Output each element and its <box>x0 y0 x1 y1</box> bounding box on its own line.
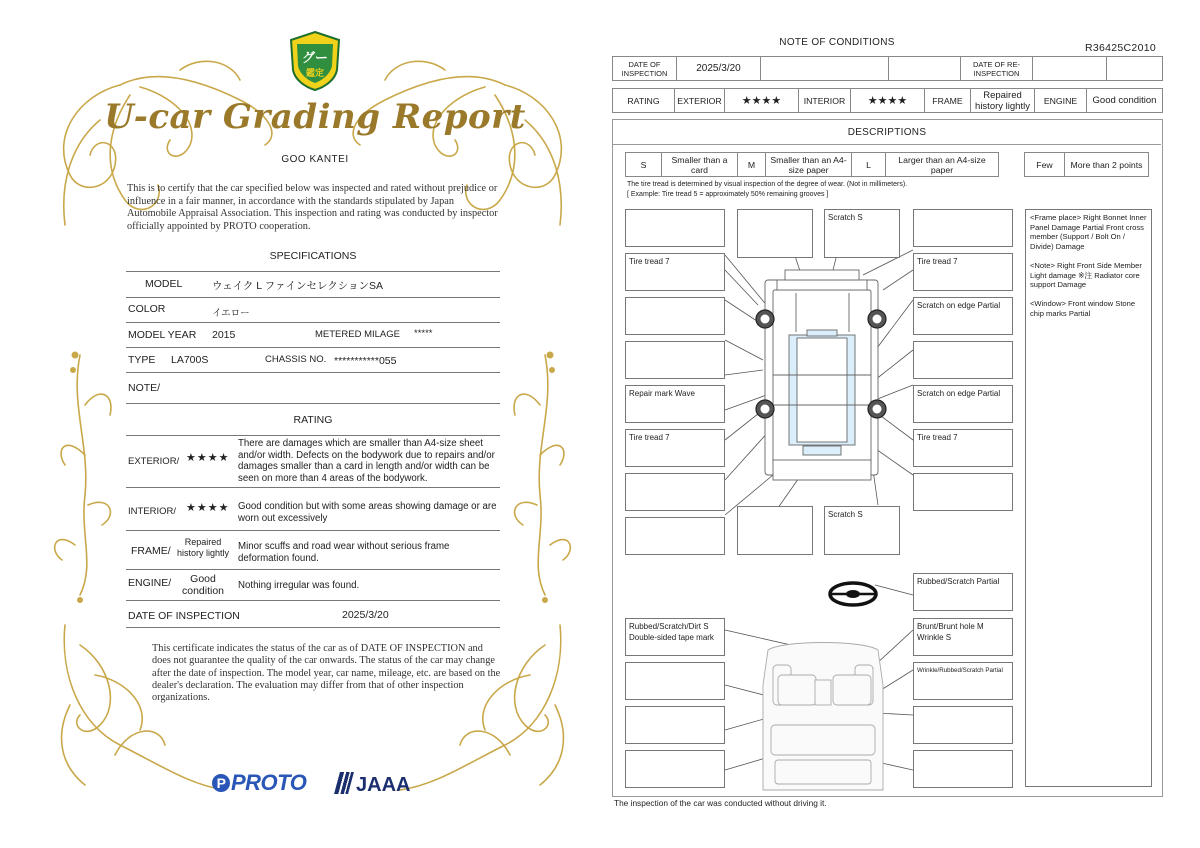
divider <box>126 487 500 488</box>
annotation-box <box>913 473 1013 511</box>
divider <box>126 322 500 323</box>
engine-value: Good condition <box>181 573 225 597</box>
frame-label: FRAME <box>925 89 971 113</box>
steering-wheel-icon <box>830 583 876 605</box>
interior-stars: ★★★★ <box>186 502 230 514</box>
model-label: MODEL <box>145 278 183 290</box>
date-of-inspection-label: DATE OF INSPECTION <box>613 57 677 81</box>
annotation-box <box>737 209 813 258</box>
empty-cell <box>889 57 961 81</box>
annotation-box <box>625 517 725 555</box>
annotation-box <box>737 506 813 555</box>
empty-cell <box>761 57 889 81</box>
divider <box>126 347 500 348</box>
legend-text: Smaller than a card <box>662 153 738 177</box>
frame-value: Repaired history lightly <box>971 89 1035 113</box>
model-year-label: MODEL YEAR <box>128 329 197 341</box>
annotation-box: Scratch on edge Partial <box>913 385 1013 423</box>
report-code: R36425C2010 <box>1084 42 1156 54</box>
specifications-heading: SPECIFICATIONS <box>269 250 357 262</box>
annotation-box <box>625 473 725 511</box>
legend-code: Few <box>1025 153 1065 177</box>
logos <box>212 770 442 800</box>
exterior-label: EXTERIOR <box>675 89 725 113</box>
type-value: LA700S <box>171 354 209 366</box>
interior-stars: ★★★★ <box>851 89 925 113</box>
note-of-conditions <box>612 34 1164 814</box>
reinspection-label: DATE OF RE-INSPECTION <box>961 57 1033 81</box>
color-label: COLOR <box>128 303 166 315</box>
note-frame-place: <Frame place> Right Bonnet Inner Panel Damage Partial Front cross member (Support / Bolt On / Divide) Damage <box>1030 213 1147 251</box>
annotation-box: Scratch S <box>824 506 900 555</box>
model-year-value: 2015 <box>212 329 236 341</box>
legend-code: M <box>738 153 766 177</box>
note-window: <Window> Front window Stone chip marks Partial <box>1030 299 1136 318</box>
exterior-label: EXTERIOR/ <box>128 456 180 467</box>
exterior-stars: ★★★★ <box>186 452 230 464</box>
annotation-box: Tire tread 7 <box>913 429 1013 467</box>
annotation-box: Scratch S <box>824 209 900 258</box>
certificate-org: GOO KANTEI <box>281 154 349 165</box>
exterior-description: There are damages which are smaller than A4-size sheet and/or width. Defects on the bodywork due to repairs and/or damages smaller than a card in length and/or width can be seen on more than 4 areas of the bodywork. <box>238 438 495 484</box>
annotation-box: Tire tread 7 <box>913 253 1013 291</box>
annotation-box: Brunt/Brunt hole M Wrinkle S <box>913 618 1013 656</box>
proto-logo: P PROTO <box>212 770 306 796</box>
divider <box>126 569 500 570</box>
engine-value: Good condition <box>1087 89 1163 113</box>
certificate-title: U-car Grading Report <box>104 97 526 137</box>
annotation-box <box>625 297 725 335</box>
interior-label: INTERIOR/ <box>128 506 177 517</box>
legend-text: Larger than an A4-size paper <box>886 153 999 177</box>
tire-tread-note: The tire tread is determined by visual inspection of the degree of wear. (Not in millimeters). [ Example: Tire tread 5 = approximately 50% remaining grooves ] <box>627 181 908 198</box>
color-value: イエロー <box>212 308 250 319</box>
divider <box>126 435 500 436</box>
annotation-box: Scratch on edge Partial <box>913 297 1013 335</box>
annotation-box <box>625 662 725 700</box>
legend-text: More than 2 points <box>1065 153 1149 177</box>
goo-kantei-badge-icon <box>287 30 343 92</box>
annotation-box <box>625 706 725 744</box>
divider <box>126 372 500 373</box>
legend-code: L <box>852 153 886 177</box>
rating-heading: RATING <box>293 414 333 426</box>
conditions-title: NOTE OF CONDITIONS <box>779 37 895 48</box>
frame-label: FRAME/ <box>131 545 171 557</box>
frame-description: Minor scuffs and road wear without serious frame deformation found. <box>238 541 450 564</box>
rating-table <box>612 88 1163 113</box>
certificate-intro: This is to certify that the car specified below was inspected and rated without prejudice or influence in a fair manner, in accordance with the standards stipulated by Japan Automobile Appraisal Association. This inspection and rating was conducted by inspector officially appointed by PROTO cooperation. <box>127 183 498 232</box>
inspection-date-table <box>612 56 1163 81</box>
metered-milage-value: ***** <box>414 328 433 339</box>
empty-cell <box>1107 57 1163 81</box>
chassis-label: CHASSIS NO. <box>265 354 327 365</box>
svg-text:グー: グー <box>301 51 329 66</box>
annotation-box <box>625 341 725 379</box>
divider <box>126 403 500 404</box>
engine-description: Nothing irregular was found. <box>238 580 360 591</box>
chassis-value: ***********055 <box>334 355 397 367</box>
divider <box>126 297 500 298</box>
rating-label: RATING <box>613 89 675 113</box>
grading-certificate <box>40 25 585 825</box>
conditions-footer: The inspection of the car was conducted without driving it. <box>614 798 827 808</box>
annotation-box: Tire tread 7 <box>625 253 725 291</box>
frame-notes-box <box>1025 209 1152 787</box>
descriptions-panel <box>612 119 1163 797</box>
model-value: ウェイク L ファインセレクションSA <box>212 280 384 292</box>
annotation-box <box>913 706 1013 744</box>
annotation-box <box>913 750 1013 788</box>
legend-text: Smaller than an A4-size paper <box>766 153 852 177</box>
proto-mark-icon: P <box>212 774 230 792</box>
note-label: NOTE/ <box>128 382 161 394</box>
date-label: DATE OF INSPECTION <box>128 610 240 622</box>
annotation-box: Wrinkle/Rubbed/Scratch Partial <box>913 662 1013 700</box>
metered-milage-label: METERED MILAGE <box>315 329 400 340</box>
date-of-inspection-value: 2025/3/20 <box>677 57 761 81</box>
note-general: <Note> Right Front Side Member Light damage ※注 Radiator core support Damage <box>1030 260 1142 290</box>
divider <box>126 271 500 272</box>
divider <box>126 530 500 531</box>
jaaa-mark-icon <box>334 772 354 794</box>
annotation-box <box>625 750 725 788</box>
annotation-box <box>913 209 1013 247</box>
descriptions-heading: DESCRIPTIONS <box>613 120 1161 145</box>
frame-value: Repaired history lightly <box>176 537 230 558</box>
exterior-stars: ★★★★ <box>725 89 799 113</box>
engine-label: ENGINE/ <box>128 577 172 589</box>
empty-cell <box>1033 57 1107 81</box>
date-value: 2025/3/20 <box>342 609 389 621</box>
certificate-footer: This certificate indicates the status of the car as of DATE OF INSPECTION and does not guarantee the quality of the car onwards. The status of the car may change after the date of inspection. The model year, car name, mileage, etc. are based on the dealer's declaration. The evaluation may differ from that of other inspection organizations. <box>152 643 501 704</box>
svg-text:鑑定: 鑑定 <box>305 69 325 79</box>
annotation-box: Rubbed/Scratch/Dirt S Double-sided tape mark <box>625 618 725 656</box>
annotation-box <box>913 341 1013 379</box>
type-label: TYPE <box>128 354 156 366</box>
interior-description: Good condition but with some areas showing damage or are worn out excessively <box>238 501 497 524</box>
jaaa-logo: JAAA <box>337 772 410 797</box>
divider <box>126 600 500 601</box>
annotation-box: Repair mark Wave <box>625 385 725 423</box>
annotation-box <box>625 209 725 247</box>
interior-label: INTERIOR <box>799 89 851 113</box>
divider <box>126 627 500 628</box>
annotation-box: Tire tread 7 <box>625 429 725 467</box>
annotation-box: Rubbed/Scratch Partial <box>913 573 1013 611</box>
legend-code: S <box>626 153 662 177</box>
engine-label: ENGINE <box>1035 89 1087 113</box>
